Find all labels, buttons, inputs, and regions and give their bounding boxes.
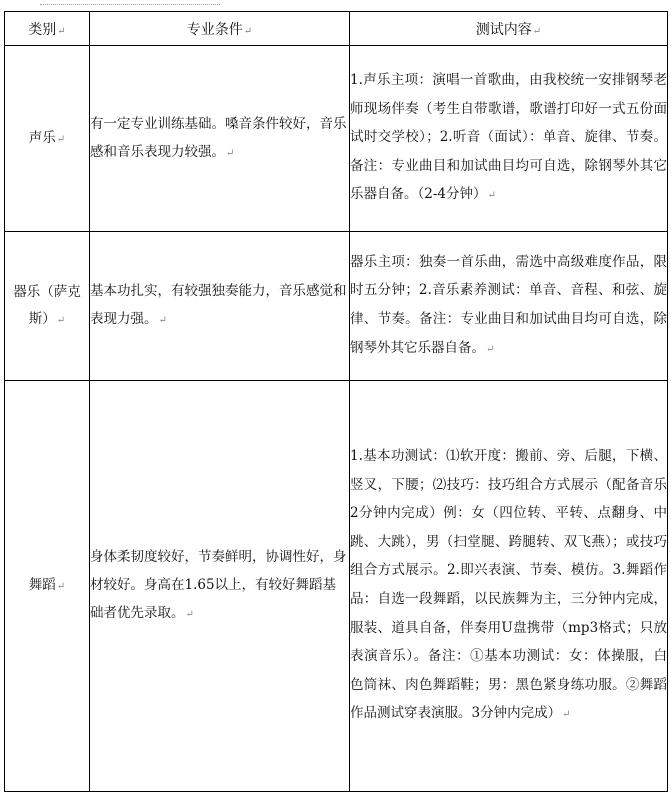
header-category-text: 类别 bbox=[28, 21, 57, 38]
cropped-top-line bbox=[40, 0, 220, 5]
header-content-text: 测试内容 bbox=[475, 21, 532, 38]
row-conditions-cell bbox=[90, 46, 350, 232]
header-conditions bbox=[90, 12, 350, 46]
row-conditions: 身体柔韧度较好，节奏鲜明，协调性好，身材较好。身高在1.65以上，有较好舞蹈基础者优先录取。 bbox=[90, 549, 347, 621]
table-header-row bbox=[5, 12, 668, 46]
row-content-cell bbox=[350, 232, 668, 381]
row-conditions: 有一定专业训练基础。嗓音条件较好，音乐感和音乐表现力较强。 bbox=[90, 115, 347, 160]
row-conditions-cell bbox=[90, 232, 350, 381]
header-content bbox=[350, 12, 668, 46]
row-conditions-cell bbox=[90, 381, 350, 792]
paragraph-mark: ↵ bbox=[562, 709, 571, 721]
table-row bbox=[5, 381, 668, 792]
row-category: 舞蹈 bbox=[28, 577, 56, 593]
requirements-table bbox=[4, 11, 668, 792]
row-content-cell bbox=[350, 46, 668, 232]
row-category-cell bbox=[5, 381, 90, 792]
paragraph-mark: ↵ bbox=[532, 25, 542, 37]
paragraph-mark: ↵ bbox=[56, 314, 66, 326]
row-content: 1.声乐主项：演唱一首歌曲，由我校统一安排钢琴老师现场伴奏（考生自带歌谱，歌谱打印好一式五份面试时交学校）；2.听音（面试）：单音、旋律、节奏。备注：专业曲目和加试曲目均可自选，除钢琴外其它乐器自备。（2-4分钟） bbox=[350, 72, 667, 203]
row-content-cell bbox=[350, 381, 668, 792]
header-conditions-text: 专业条件 bbox=[186, 21, 243, 38]
paragraph-mark: ↵ bbox=[185, 609, 194, 620]
table-row bbox=[5, 46, 668, 232]
paragraph-mark: ↵ bbox=[226, 147, 235, 159]
paragraph-mark: ↵ bbox=[158, 315, 167, 326]
header-category bbox=[5, 12, 90, 46]
paragraph-mark: ↵ bbox=[486, 343, 495, 355]
row-conditions: 基本功扎实，有较强独奏能力，音乐感觉和表现力强。 bbox=[90, 283, 347, 327]
table-row bbox=[5, 232, 668, 381]
row-content: 器乐主项：独奏一首乐曲，需选中高级难度作品，限时五分钟；2.音乐素养测试：单音、音程、和弦、旋律、节奏。备注：专业曲目和加试曲目均可自选，除钢琴外其它乐器自备。 bbox=[350, 253, 667, 356]
row-category: 声乐 bbox=[28, 129, 56, 146]
paragraph-mark: ↵ bbox=[56, 133, 66, 145]
paragraph-mark: ↵ bbox=[243, 25, 253, 37]
row-category: 器乐（萨克斯） bbox=[13, 283, 81, 327]
row-category-cell bbox=[5, 232, 90, 381]
paragraph-mark: ↵ bbox=[487, 190, 496, 202]
row-category-cell bbox=[5, 46, 90, 232]
paragraph-mark: ↵ bbox=[57, 25, 66, 37]
paragraph-mark: ↵ bbox=[56, 581, 66, 592]
row-content: 1.基本功测试：⑴软开度：搬前、旁、后腿，下横、竖叉，下腰；⑵技巧：技巧组合方式展示（配备音乐2分钟内完成）例：女（四位转、平转、点翻身、中跳、大跳），男（扫堂腿、跨腿转、双飞燕）；或技巧组合方式展示。2.即兴表演、节奏、模仿。3.舞蹈作品：自选一段舞蹈，以民族舞为主，三分钟内完成，服装、道具自备，伴奏用U盘携带（mp3格式；只放表演音乐）。备注：①基本功测试：女：体操服，白色筒袜、肉色舞蹈鞋；男：黑色紧身练功服。②舞蹈作品测试穿表演服。3分钟内完成） bbox=[350, 448, 667, 722]
